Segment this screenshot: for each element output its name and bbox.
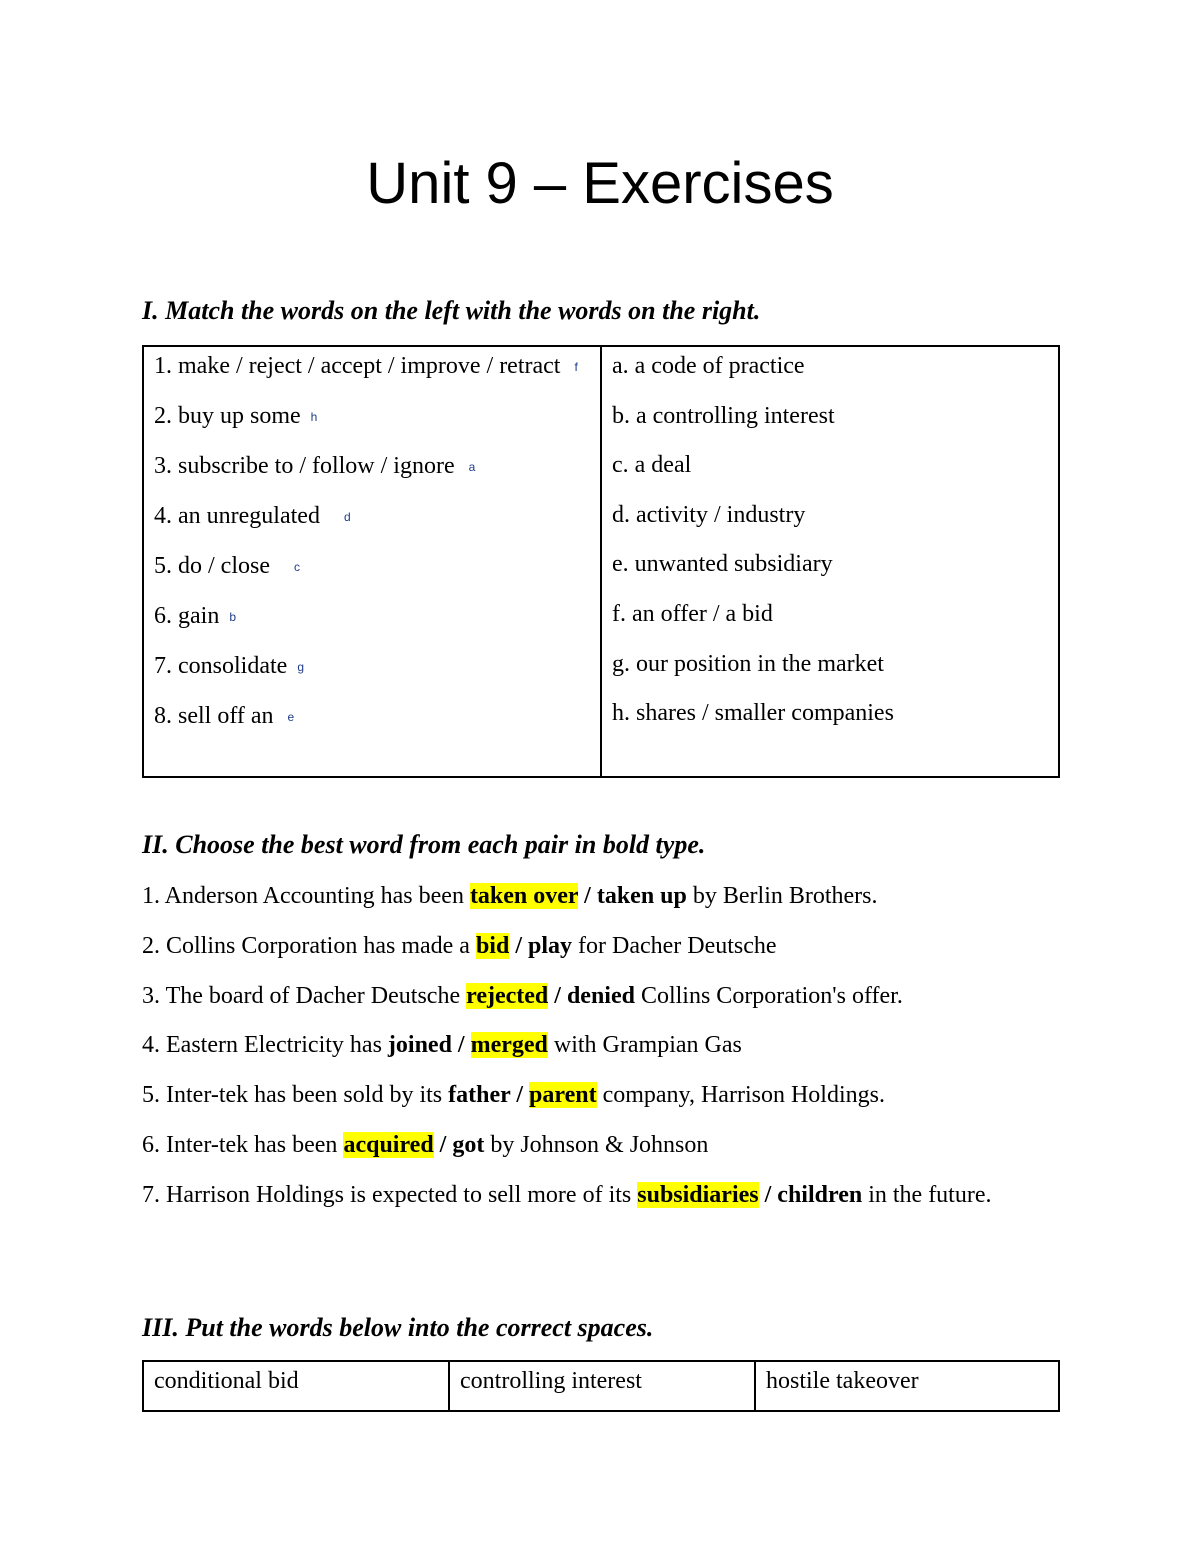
right-item: h. shares / smaller companies <box>612 700 894 727</box>
sentence <box>142 1128 1060 1162</box>
left-item-text: 5. do / close <box>154 553 270 579</box>
answer-mark: d <box>343 510 351 524</box>
choice-selected: rejected <box>466 982 549 1009</box>
sentence-text: 1. Anderson Accounting has been <box>142 883 470 909</box>
answer-mark: f <box>574 360 578 374</box>
word-bank-table <box>142 1360 1060 1412</box>
sentence-text: 3. The board of Dacher Deutsche <box>142 982 467 1009</box>
left-item-text: 1. make / reject / accept / improve / retract <box>154 353 561 379</box>
choice-selected: acquired <box>343 1131 434 1158</box>
left-item-text: 3. subscribe to / follow / ignore <box>154 453 455 479</box>
choice-option: father <box>448 1082 511 1109</box>
sentence-text: by Berlin Brothers. <box>686 883 878 909</box>
left-item <box>154 499 592 534</box>
sentence-list <box>142 879 1060 1228</box>
section-3-heading: III. Put the words below into the correct spaces. <box>142 1313 654 1342</box>
choice-separator: / <box>509 932 528 959</box>
right-item: a. a code of practice <box>612 353 805 379</box>
choice-separator: / <box>451 1032 471 1059</box>
left-item <box>154 349 592 384</box>
sentence-text: by Johnson & Johnson <box>484 1131 709 1158</box>
page-title: Unit 9 – Exercises <box>366 151 834 216</box>
matching-left-column <box>144 347 602 776</box>
choice-separator: / <box>510 1082 529 1109</box>
right-item: f. an offer / a bid <box>612 600 773 627</box>
answer-mark: c <box>293 560 300 574</box>
word-bank-cell: hostile takeover <box>754 1362 1058 1410</box>
choice-separator: / <box>758 1181 778 1208</box>
word-bank-cell: controlling interest <box>448 1362 754 1410</box>
choice-selected: merged <box>470 1032 548 1059</box>
left-item-text: 4. an unregulated <box>154 503 320 529</box>
left-item-text: 7. consolidate <box>154 653 288 679</box>
sentence-text: 5. Inter-tek has been sold by its <box>142 1082 449 1109</box>
answer-mark: h <box>310 410 318 424</box>
choice-separator: / <box>548 982 567 1009</box>
right-item: d. activity / industry <box>612 501 806 528</box>
sentence-text: with Grampian Gas <box>547 1032 742 1059</box>
left-item-text: 2. buy up some <box>154 403 301 429</box>
choice-option: denied <box>566 982 635 1009</box>
word-bank-cell: conditional bid <box>154 1368 299 1394</box>
answer-mark: g <box>297 660 304 674</box>
sentence-text: 6. Inter-tek has been <box>142 1131 344 1158</box>
choice-option: play <box>528 932 573 959</box>
sentence <box>142 879 1060 913</box>
left-item <box>154 699 592 734</box>
sentence-text: in the future. <box>862 1181 992 1208</box>
choice-option: taken up <box>596 883 687 909</box>
choice-separator: / <box>433 1131 453 1158</box>
sentence-text: for Dacher Deutsche <box>572 932 777 959</box>
left-item <box>154 549 592 584</box>
right-item: b. a controlling interest <box>612 402 835 429</box>
answer-mark: a <box>468 460 476 474</box>
right-item: c. a deal <box>612 452 692 479</box>
right-item: g. our position in the market <box>612 650 884 677</box>
left-item <box>154 449 592 484</box>
sentence <box>142 979 1060 1013</box>
left-item-text: 6. gain <box>154 603 220 629</box>
choice-selected: subsidiaries <box>637 1181 759 1208</box>
choice-separator: / <box>578 883 597 909</box>
choice-option: children <box>777 1181 863 1208</box>
sentence-text: 7. Harrison Holdings is expected to sell more of its <box>142 1181 638 1208</box>
choice-selected: taken over <box>469 883 579 909</box>
sentence <box>142 1028 1060 1062</box>
matching-table <box>142 345 1060 778</box>
sentence-text: Collins Corporation's offer. <box>634 982 903 1009</box>
answer-mark: b <box>229 610 237 624</box>
choice-selected: bid <box>475 932 510 959</box>
choice-selected: parent <box>529 1082 597 1109</box>
sentence-text: company, Harrison Holdings. <box>596 1082 885 1109</box>
section-1-heading: I. Match the words on the left with the words on the right. <box>142 296 761 325</box>
left-item <box>154 599 592 634</box>
right-item: e. unwanted subsidiary <box>612 551 833 578</box>
left-item <box>154 399 592 434</box>
left-item <box>154 649 592 684</box>
left-item-text: 8. sell off an <box>154 703 274 729</box>
answer-mark: e <box>287 710 295 724</box>
choice-option: joined <box>387 1032 452 1059</box>
sentence-text: 2. Collins Corporation has made a <box>142 932 476 959</box>
section-2-heading: II. Choose the best word from each pair in bold type. <box>142 830 706 859</box>
sentence-text: 4. Eastern Electricity has <box>142 1032 388 1059</box>
matching-right-column <box>602 347 1058 776</box>
sentence <box>142 1178 1060 1212</box>
sentence <box>142 1078 1060 1112</box>
sentence <box>142 929 1060 963</box>
choice-option: got <box>452 1131 485 1158</box>
